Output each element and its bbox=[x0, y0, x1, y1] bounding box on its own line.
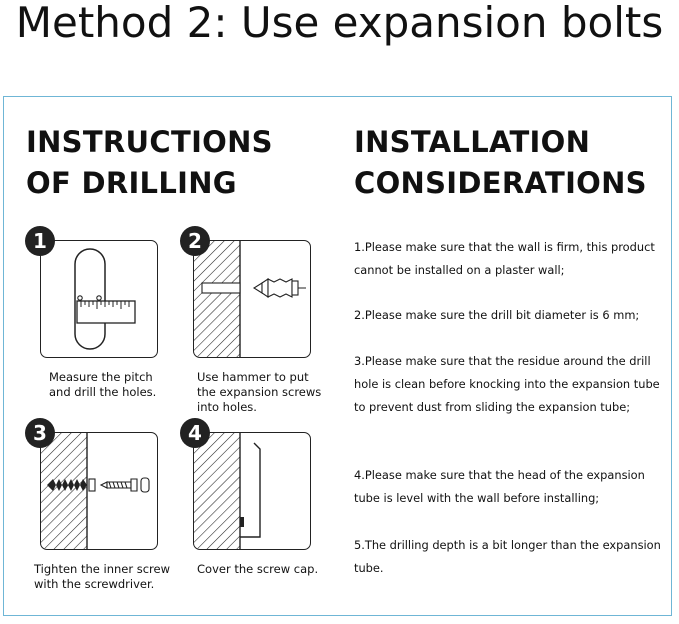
bracket-ruler-icon bbox=[41, 241, 158, 358]
step-3-caption: Tighten the inner screw with the screwdriver. bbox=[34, 562, 171, 591]
consideration-item: 4.Please make sure that the head of the expansion tube is level with the wall before installing; bbox=[354, 468, 645, 505]
considerations-heading: INSTALLATION CONSIDERATIONS bbox=[354, 125, 647, 200]
consideration-item: 3.Please make sure that the residue around the drill hole is clean before knocking into the expansion tube to prevent dust from sliding the expansion tube; bbox=[354, 354, 660, 414]
step-4-caption: Cover the screw cap. bbox=[197, 562, 319, 576]
step-2-badge: 2 bbox=[180, 226, 210, 256]
step-4-badge: 4 bbox=[180, 418, 210, 448]
step-1-badge: 1 bbox=[25, 226, 55, 256]
step-2-illustration bbox=[193, 240, 311, 358]
screw-insert-icon bbox=[41, 433, 158, 550]
consideration-item: 1.Please make sure that the wall is firm, this product cannot be installed on a plaster wall; bbox=[354, 240, 655, 277]
wall-anchor-icon bbox=[194, 241, 311, 358]
page-title: Method 2: Use expansion bolts bbox=[15, 0, 664, 47]
step-1-illustration bbox=[40, 240, 158, 358]
step-1-caption: Measure the pitch and drill the holes. bbox=[49, 370, 157, 399]
instructions-heading: INSTRUCTIONS OF DRILLING bbox=[26, 125, 273, 200]
step-4-illustration bbox=[193, 432, 311, 550]
consideration-item: 5.The drilling depth is a bit longer than the expansion tube. bbox=[354, 538, 661, 575]
step-3-badge: 3 bbox=[25, 418, 55, 448]
consideration-item: 2.Please make sure the drill bit diameter is 6 mm; bbox=[354, 308, 640, 322]
screw-cap-icon bbox=[194, 433, 311, 550]
step-2-caption: Use hammer to put the expansion screws into holes. bbox=[197, 370, 322, 414]
step-3-illustration bbox=[40, 432, 158, 550]
